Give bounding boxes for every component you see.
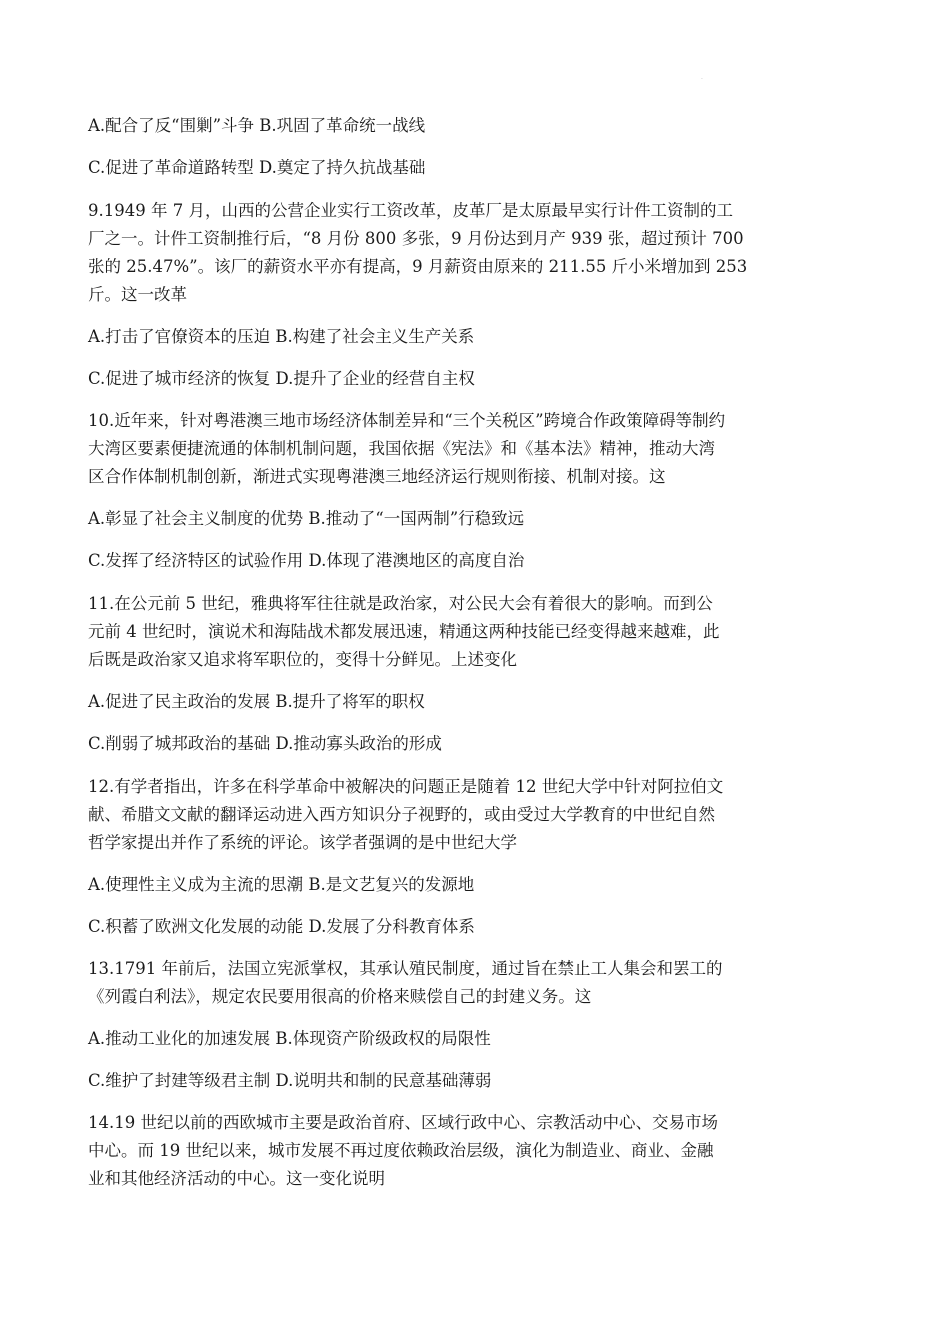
q13-options-ab: A.推动工业化的加速发展 B.体现资产阶级政权的局限性 <box>88 1029 491 1048</box>
q13-stem-line: 《列霞白利法》，规定农民要用很高的价格来赎偿自己的封建义务。这 <box>88 987 592 1006</box>
q10-stem-line: 大湾区要素便捷流通的体制机制问题，我国依据《宪法》和《基本法》精神，推动大湾 <box>88 439 715 458</box>
q10-stem-line: 区合作体制机制创新，渐进式实现粤港澳三地经济运行规则衔接、机制对接。这 <box>88 467 666 486</box>
q11-options-ab: A.促进了民主政治的发展 B.提升了将军的职权 <box>88 692 425 711</box>
q11-stem-line: 11.在公元前 5 世纪，雅典将军往往就是政治家，对公民大会有着很大的影响。而到公 <box>88 594 713 613</box>
q9-stem-line: 厂之一。计件工资制推行后，“8 月份 800 多张，9 月份达到月产 939 张，超过预计 700 <box>88 229 744 248</box>
q13-stem-line: 13.1791 年前后，法国立宪派掌权，其承认殖民制度，通过旨在禁止工人集会和罢工的 <box>88 959 723 978</box>
q9-options-ab: A.打击了官僚资本的压迫 B.构建了社会主义生产关系 <box>88 327 475 346</box>
q9-options-cd: C.促进了城市经济的恢复 D.提升了企业的经营自主权 <box>88 369 475 388</box>
q12-options-cd: C.积蓄了欧洲文化发展的动能 D.发展了分科教育体系 <box>88 917 475 936</box>
q13-options-cd: C.维护了封建等级君主制 D.说明共和制的民意基础薄弱 <box>88 1071 492 1090</box>
q12-stem-line: 12.有学者指出，许多在科学革命中被解决的问题正是随着 12 世纪大学中针对阿拉伯文 <box>88 777 724 796</box>
q10-options-cd: C.发挥了经济特区的试验作用 D.体现了港澳地区的高度自治 <box>88 551 525 570</box>
q12-stem-line: 献、希腊文文献的翻译运动进入西方知识分子视野的，或由受过大学教育的中世纪自然 <box>88 805 715 824</box>
q12-options-ab: A.使理性主义成为主流的思潮 B.是文艺复兴的发源地 <box>88 875 475 894</box>
scan-speck: · <box>701 76 703 83</box>
q10-stem-line: 10.近年来，针对粤港澳三地市场经济体制差异和“三个关税区”跨境合作政策障碍等制约 <box>88 411 726 430</box>
q14-stem-line: 中心。而 19 世纪以来，城市发展不再过度依赖政治层级，演化为制造业、商业、金融 <box>88 1141 714 1160</box>
q10-options-ab: A.彰显了社会主义制度的优势 B.推动了“一国两制”行稳致远 <box>88 509 525 528</box>
q9-stem-line: 张的 25.47%”。该厂的薪资水平亦有提高，9 月薪资由原来的 211.55 斤小米增加到 253 <box>88 257 748 276</box>
q14-stem-line: 业和其他经济活动的中心。这一变化说明 <box>88 1169 385 1188</box>
q11-stem-line: 元前 4 世纪时，演说术和海陆战术都发展迅速，精通这两种技能已经变得越来越难，此 <box>88 622 720 641</box>
q8-options-ab: A.配合了反“围剿”斗争 B.巩固了革命统一战线 <box>88 116 426 135</box>
q14-stem-line: 14.19 世纪以前的西欧城市主要是政治首府、区域行政中心、宗教活动中心、交易市场 <box>88 1113 718 1132</box>
q11-stem-line: 后既是政治家又追求将军职位的，变得十分鲜见。上述变化 <box>88 650 517 669</box>
q11-options-cd: C.削弱了城邦政治的基础 D.推动寡头政治的形成 <box>88 734 442 753</box>
q12-stem-line: 哲学家提出并作了系统的评论。该学者强调的是中世纪大学 <box>88 833 517 852</box>
q8-options-cd: C.促进了革命道路转型 D.奠定了持久抗战基础 <box>88 158 426 177</box>
q9-stem-line: 9.1949 年 7 月，山西的公营企业实行工资改革，皮革厂是太原最早实行计件工资制的工 <box>88 201 733 220</box>
q9-stem-line: 斤。这一改革 <box>88 285 187 304</box>
